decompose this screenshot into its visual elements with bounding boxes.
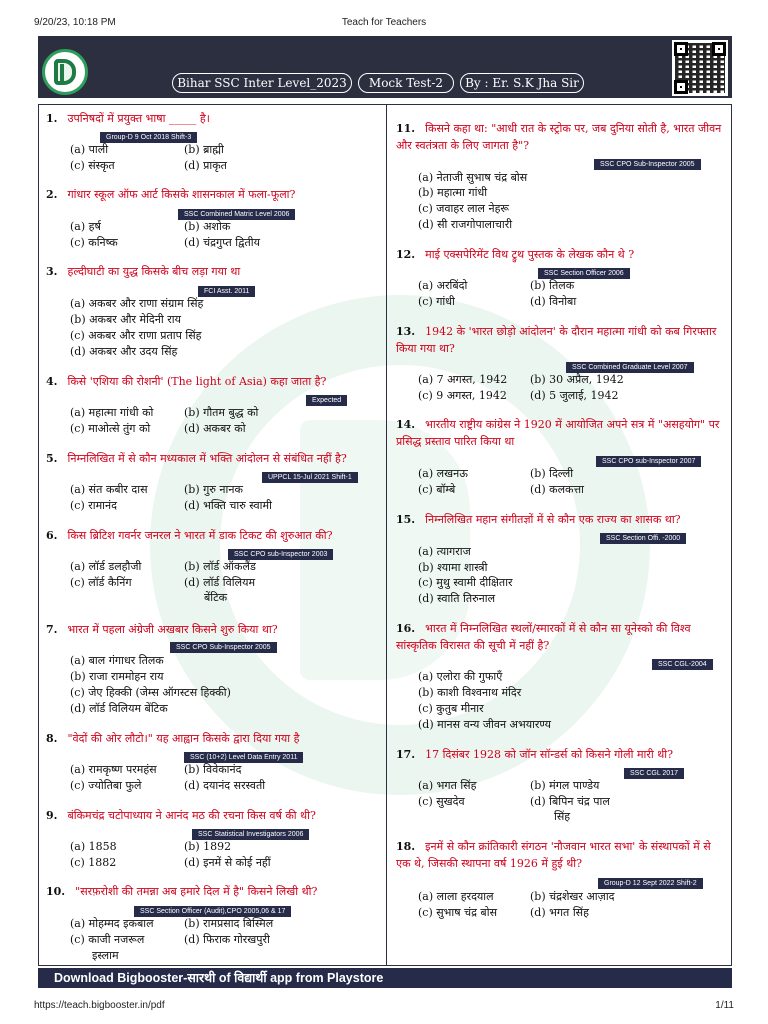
option-4d[interactable]: (d) अकबर को	[184, 422, 246, 435]
option-15d[interactable]: (d) स्वाति तिरुनाल	[418, 592, 496, 605]
option-9b[interactable]: (b) 1892	[184, 840, 232, 853]
option-17c[interactable]: (c) सुखदेव	[418, 795, 465, 808]
option-8d[interactable]: (d) दयानंद सरस्वती	[184, 779, 266, 792]
source-tag-17: SSC CGL 2017	[624, 768, 684, 779]
option-18d[interactable]: (d) भगत सिंह	[530, 906, 589, 919]
option-8a[interactable]: (a) रामकृष्ण परमहंस	[70, 763, 157, 776]
question-14: 14. भारतीय राष्ट्रीय कांग्रेस ने 1920 में आयोजित अपने सत्र में "असहयोग" पर प्रसिद्ध प्रस्ताव पारित किया था	[396, 418, 720, 448]
question-4: 4. किसे 'एशिया की रोशनी' (The light of Asia) कहा जाता है?	[46, 375, 327, 388]
print-timestamp: 9/20/23, 10:18 PM	[34, 17, 116, 28]
question-5: 5. निम्नलिखित में से कौन मध्यकाल में भक्ति आंदोलन से संबंधित नहीं है?	[46, 452, 347, 465]
option-13b[interactable]: (b) 30 अप्रैल, 1942	[530, 373, 624, 386]
option-9c[interactable]: (c) 1882	[70, 856, 117, 869]
option-18a[interactable]: (a) लाला हरदयाल	[418, 890, 494, 903]
option-14a[interactable]: (a) लखनऊ	[418, 467, 468, 480]
option-4c[interactable]: (c) माओत्से तुंग को	[70, 422, 151, 435]
question-12: 12. माई एक्सपेरिमेंट विथ ट्रुथ पुस्तक के लेखक कौन थे ?	[396, 248, 635, 261]
option-11d[interactable]: (d) सी राजगोपालाचारी	[418, 218, 513, 231]
question-11: 11. किसने कहा था: "आधी रात के स्ट्रोक पर, जब दुनिया सोती है, भारत जीवन और स्वतंत्रता के लिए जागता है"?	[396, 122, 722, 152]
option-5c[interactable]: (c) रामानंद	[70, 499, 117, 512]
option-10a[interactable]: (a) मोहम्मद इकबाल	[70, 917, 154, 930]
source-tag-4: Expected	[306, 395, 347, 406]
option-12d[interactable]: (d) विनोबा	[530, 295, 577, 308]
source-tag-14: SSC CPO sub-Inspector 2007	[596, 456, 701, 467]
option-17d-cont: सिंह	[554, 810, 571, 823]
option-3b[interactable]: (b) अकबर और मेदिनी राय	[70, 313, 181, 326]
source-tag-16: SSC CGL-2004	[652, 659, 713, 670]
author-pill: By : Er. S.K Jha Sir	[460, 73, 584, 93]
option-10c-cont: इस्लाम	[92, 949, 119, 962]
option-8c[interactable]: (c) ज्योतिबा फुले	[70, 779, 142, 792]
source-tag-18: Group-D 12 Sept 2022 Shift-2	[598, 878, 703, 889]
option-5b[interactable]: (b) गुरु नानक	[184, 483, 243, 496]
question-3: 3. हल्दीघाटी का युद्ध किसके बीच लड़ा गया था	[46, 265, 241, 278]
question-10: 10. "सरफ़रोशी की तमन्ना अब हमारे दिल में है" किसने लिखी थी?	[46, 885, 318, 898]
source-tag-3: FCI Asst. 2011	[198, 286, 255, 297]
source-tag-9: SSC Statistical Investigators 2006	[192, 829, 309, 840]
question-7: 7. भारत में पहला अंग्रेजी अखबार किसने शुरु किया था?	[46, 623, 278, 636]
question-1: 1. उपनिषदों में प्रयुक्त भाषा _____ है।	[46, 112, 210, 125]
option-4b[interactable]: (b) गौतम बुद्ध को	[184, 406, 259, 419]
option-18c[interactable]: (c) सुभाष चंद्र बोस	[418, 906, 498, 919]
option-6d[interactable]: (d) लॉर्ड विलियम	[184, 576, 256, 589]
option-11a[interactable]: (a) नेताजी सुभाष चंद्र बोस	[418, 171, 528, 184]
option-7d[interactable]: (d) लॉर्ड विलियम बेंटिक	[70, 702, 168, 715]
option-6b[interactable]: (b) लॉर्ड ऑकलैंड	[184, 560, 256, 573]
option-13a[interactable]: (a) 7 अगस्त, 1942	[418, 373, 508, 386]
source-tag-15: SSC Section Offi. -2000	[600, 533, 686, 544]
option-14d[interactable]: (d) कलकत्ता	[530, 483, 584, 496]
option-9a[interactable]: (a) 1858	[70, 840, 117, 853]
question-15: 15. निम्नलिखित महान संगीतज्ञों में से कौन एक राज्य का शासक था?	[396, 513, 681, 526]
source-tag-8: SSC (10+2) Level Data Entry 2011	[184, 752, 303, 763]
source-tag-13: SSC Combined Graduate Level 2007	[566, 362, 694, 373]
question-6: 6. किस ब्रिटिश गवर्नर जनरल ने भारत में डाक टिकट की शुरुआत की?	[46, 529, 333, 542]
option-17b[interactable]: (b) मंगल पाण्डेय	[530, 779, 600, 792]
option-10c[interactable]: (c) काजी नजरूल	[70, 933, 145, 946]
option-7a[interactable]: (a) बाल गंगाधर तिलक	[70, 654, 164, 667]
option-5d[interactable]: (d) भक्ति चारु स्वामी	[184, 499, 272, 512]
source-tag-1: Group-D 9 Oct 2018 Shift-3	[100, 132, 197, 143]
source-tag-10: SSC Section Officer (Audit),CPO 2005,06 & 17	[134, 906, 291, 917]
option-2d[interactable]: (d) चंद्रगुप्त द्वितीय	[184, 236, 260, 249]
question-8: 8. "वेदों की ओर लौटो।" यह आह्वान किसके द्वारा दिया गया है	[46, 732, 300, 745]
option-13d[interactable]: (d) 5 जुलाई, 1942	[530, 389, 619, 402]
option-2a[interactable]: (a) हर्ष	[70, 220, 101, 233]
option-14b[interactable]: (b) दिल्ली	[530, 467, 574, 480]
option-12a[interactable]: (a) अरबिंदो	[418, 279, 468, 292]
option-10d[interactable]: (d) फिराक गोरखपुरी	[184, 933, 270, 946]
question-2: 2. गांधार स्कूल ऑफ आर्ट किसके शासनकाल में फला-फूला?	[46, 188, 296, 201]
question-17: 17. 17 दिसंबर 1928 को जॉन सॉन्डर्स को किसने गोली मारी थी?	[396, 748, 673, 761]
question-18: 18. इनमें से कौन क्रांतिकारी संगठन 'नौजवान भारत सभा' के संस्थापकों में से एक थे, जिसकी स्थापना वर्ष 1926 में हुई थी?	[396, 840, 711, 870]
option-11c[interactable]: (c) जवाहर लाल नेहरू	[418, 202, 509, 215]
question-9: 9. बंकिमचंद्र चटोपाध्याय ने आनंद मठ की रचना किस वर्ष की थी?	[46, 809, 316, 822]
print-header	[0, 0, 768, 30]
source-tag-5: UPPCL 15-Jul 2021 Shift-1	[262, 472, 358, 483]
source-tag-7: SSC CPO Sub-Inspector 2005	[170, 642, 277, 653]
option-2c[interactable]: (c) कनिष्क	[70, 236, 118, 249]
option-15b[interactable]: (b) श्यामा शास्त्री	[418, 561, 488, 574]
option-6d-cont: बेंटिक	[204, 591, 228, 604]
option-6c[interactable]: (c) लॉर्ड कैनिंग	[70, 576, 132, 589]
option-3c[interactable]: (c) अकबर और राणा प्रताप सिंह	[70, 329, 202, 342]
option-6a[interactable]: (a) लॉर्ड डलहौजी	[70, 560, 142, 573]
option-8b[interactable]: (b) विवेकानंद	[184, 763, 242, 776]
option-18b[interactable]: (b) चंद्रशेखर आज़ाद	[530, 890, 615, 903]
option-2b[interactable]: (b) अशोक	[184, 220, 231, 233]
source-tag-2: SSC Combined Matric Level 2006	[178, 209, 295, 220]
download-app-banner[interactable]: Download Bigbooster-सारथी of विद्यार्थी app from Playstore	[38, 968, 732, 988]
option-16d[interactable]: (d) मानस वन्य जीवन अभयारण्य	[418, 718, 552, 731]
option-10b[interactable]: (b) रामप्रसाद बिस्मिल	[184, 917, 274, 930]
qr-code-icon	[672, 40, 728, 96]
option-17a[interactable]: (a) भगत सिंह	[418, 779, 477, 792]
option-15a[interactable]: (a) त्यागराज	[418, 545, 471, 558]
bigbooster-logo-icon	[42, 49, 88, 95]
option-7c[interactable]: (c) जेए हिक्की (जेम्स ऑगस्टस हिक्की)	[70, 686, 231, 699]
mock-test-pill: Mock Test-2	[358, 73, 454, 93]
option-3a[interactable]: (a) अकबर और राणा संग्राम सिंह	[70, 297, 204, 310]
option-16a[interactable]: (a) एलोरा की गुफाएँ	[418, 670, 503, 683]
option-12b[interactable]: (b) तिलक	[530, 279, 575, 292]
option-14c[interactable]: (c) बॉम्बे	[418, 483, 456, 496]
column-divider	[386, 104, 387, 966]
question-13: 13. 1942 के 'भारत छोड़ो आंदोलन' के दौरान महात्मा गांधी को कब गिरफ्तार किया गया था?	[396, 325, 717, 355]
source-tag-12: SSC Section Officer 2006	[538, 268, 630, 279]
option-16c[interactable]: (c) कुतुब मीनार	[418, 702, 484, 715]
option-16b[interactable]: (b) काशी विश्वनाथ मंदिर	[418, 686, 522, 699]
print-url: https://teach.bigbooster.in/pdf	[34, 1000, 165, 1011]
option-1a[interactable]: (a) पाली	[70, 143, 109, 156]
option-9d[interactable]: (d) इनमें से कोई नहीं	[184, 856, 271, 869]
exam-title-pill: Bihar SSC Inter Level_2023	[172, 73, 352, 93]
option-1b[interactable]: (b) ब्राह्मी	[184, 143, 224, 156]
source-tag-6: SSC CPO sub-Inspector 2003	[228, 549, 333, 560]
option-3d[interactable]: (d) अकबर और उदय सिंह	[70, 345, 178, 358]
option-12c[interactable]: (c) गांधी	[418, 295, 455, 308]
option-15c[interactable]: (c) मुथु स्वामी दीक्षितार	[418, 576, 513, 589]
option-13c[interactable]: (c) 9 अगस्त, 1942	[418, 389, 507, 402]
source-tag-11: SSC CPO Sub-Inspector 2005	[594, 159, 701, 170]
question-16: 16. भारत में निम्नलिखित स्थलों/स्मारकों में से कौन सा यूनेस्को की विश्व सांस्कृतिक विरासत की सूची में नहीं है?	[396, 622, 691, 652]
option-1c[interactable]: (c) संस्कृत	[70, 159, 115, 172]
option-17d[interactable]: (d) बिपिन चंद्र पाल	[530, 795, 610, 808]
option-7b[interactable]: (b) राजा राममोहन राय	[70, 670, 164, 683]
print-page-title: Teach for Teachers	[341, 17, 427, 28]
option-1d[interactable]: (d) प्राकृत	[184, 159, 227, 172]
option-4a[interactable]: (a) महात्मा गांधी को	[70, 406, 154, 419]
option-11b[interactable]: (b) महात्मा गांधी	[418, 186, 488, 199]
option-5a[interactable]: (a) संत कबीर दास	[70, 483, 148, 496]
print-page-count: 1/11	[715, 1000, 734, 1011]
